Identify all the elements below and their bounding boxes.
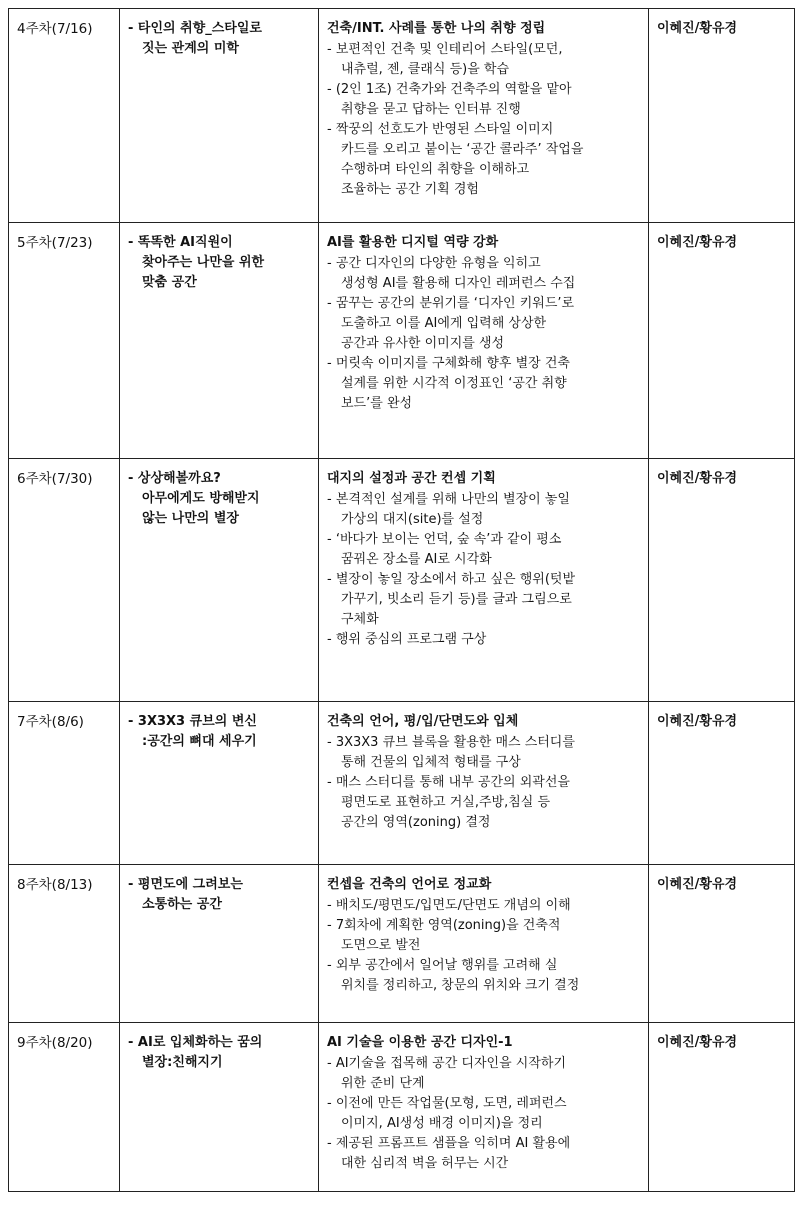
instructor-cell: 이혜진/황유경 — [649, 459, 795, 702]
content-line: 통해 건물의 입체적 형태를 구상 — [341, 755, 521, 770]
curriculum-sheet — [8, 8, 794, 1192]
week-cell: 8주차(8/13) — [9, 865, 120, 1023]
content-line: 가상의 대지(site)를 설정 — [341, 512, 484, 527]
content-line: 공간의 영역(zoning) 결정 — [341, 815, 491, 830]
content-line: - 3X3X3 큐브 블록을 활용한 매스 스터디를 — [327, 735, 575, 750]
topic-line: - 똑똑한 AI직원이 — [128, 235, 233, 250]
content-cell — [319, 702, 649, 865]
content-line: - 7회차에 계획한 영역(zoning)을 건축적 — [327, 918, 561, 933]
content-line: - 매스 스터디를 통해 내부 공간의 외곽선을 — [327, 775, 570, 790]
topic-line: 아무에게도 방해받지 — [142, 491, 260, 506]
content-line: 조율하는 공간 기획 경험 — [341, 182, 479, 197]
table-row — [9, 9, 795, 223]
content-line: - 별장이 놓일 장소에서 하고 싶은 행위(텃밭 — [327, 572, 576, 587]
week-cell: 6주차(7/30) — [9, 459, 120, 702]
topic-line: 짓는 관계의 미학 — [142, 41, 239, 56]
content-line: 위치를 정리하고, 창문의 위치와 크기 결정 — [341, 978, 580, 993]
content-line: - 본격적인 설계를 위해 나만의 별장이 놓일 — [327, 492, 570, 507]
content-cell — [319, 223, 649, 459]
topic-line: 소통하는 공간 — [142, 897, 222, 912]
content-line: 구체화 — [341, 612, 379, 627]
content-line: - 배치도/평면도/입면도/단면도 개념의 이해 — [327, 898, 571, 913]
content-cell — [319, 459, 649, 702]
topic-line: - 평면도에 그려보는 — [128, 877, 243, 892]
topic-line: 별장:친해지기 — [142, 1055, 223, 1070]
content-title: 대지의 설정과 공간 컨셉 기획 — [327, 471, 496, 486]
content-line: 가꾸기, 빗소리 듣기 등)를 글과 그림으로 — [341, 592, 572, 607]
topic-cell — [120, 1023, 319, 1192]
content-line: - ‘바다가 보이는 언덕, 숲 속’과 같이 평소 — [327, 532, 562, 547]
content-line: - 보편적인 건축 및 인테리어 스타일(모던, — [327, 42, 563, 57]
content-line: - 꿈꾸는 공간의 분위기를 ‘디자인 키워드’로 — [327, 296, 575, 311]
table-row — [9, 1023, 795, 1192]
content-line: 평면도로 표현하고 거실,주방,침실 등 — [341, 795, 551, 810]
topic-line: :공간의 뼈대 세우기 — [142, 734, 257, 749]
topic-line: - AI로 입체화하는 꿈의 — [128, 1035, 263, 1050]
curriculum-table — [8, 8, 795, 1192]
instructor-cell: 이혜진/황유경 — [649, 1023, 795, 1192]
content-line: 내츄럴, 젠, 클래식 등)을 학습 — [341, 62, 510, 77]
content-line: - 행위 중심의 프로그램 구상 — [327, 632, 487, 647]
topic-cell — [120, 223, 319, 459]
table-row — [9, 223, 795, 459]
table-row — [9, 702, 795, 865]
topic-line: 않는 나만의 별장 — [142, 511, 239, 526]
instructor-cell: 이혜진/황유경 — [649, 702, 795, 865]
content-line: 꿈꿔온 장소를 AI로 시각화 — [341, 552, 492, 567]
content-title: 컨셉을 건축의 언어로 정교화 — [327, 877, 492, 892]
content-cell — [319, 9, 649, 223]
content-line: - 외부 공간에서 일어날 행위를 고려해 실 — [327, 958, 558, 973]
content-line: - AI기술을 접목해 공간 디자인을 시작하기 — [327, 1056, 567, 1071]
instructor-cell: 이혜진/황유경 — [649, 865, 795, 1023]
content-line: 위한 준비 단계 — [341, 1076, 425, 1091]
week-cell: 7주차(8/6) — [9, 702, 120, 865]
topic-line: - 상상해볼까요? — [128, 471, 221, 486]
topic-line: - 3X3X3 큐브의 변신 — [128, 714, 257, 729]
topic-cell — [120, 459, 319, 702]
content-title: AI를 활용한 디지털 역량 강화 — [327, 235, 499, 250]
table-row — [9, 865, 795, 1023]
content-line: - 공간 디자인의 다양한 유형을 익히고 — [327, 256, 541, 271]
content-line: 대한 심리적 벽을 허무는 시간 — [341, 1156, 509, 1171]
content-cell — [319, 1023, 649, 1192]
topic-cell — [120, 865, 319, 1023]
content-line: 이미지, AI생성 배경 이미지)을 정리 — [341, 1116, 543, 1131]
content-line: - 머릿속 이미지를 구체화해 향후 별장 건축 — [327, 356, 570, 371]
topic-line: 찾아주는 나만을 위한 — [142, 255, 265, 270]
curriculum-table-body — [9, 9, 795, 1192]
content-line: 도출하고 이를 AI에게 입력해 상상한 — [341, 316, 547, 331]
content-line: - (2인 1조) 건축가와 건축주의 역할을 맡아 — [327, 82, 572, 97]
content-title: AI 기술을 이용한 공간 디자인-1 — [327, 1035, 513, 1050]
content-line: - 제공된 프롬프트 샘플을 익히며 AI 활용에 — [327, 1136, 571, 1151]
content-line: 수행하며 타인의 취향을 이해하고 — [341, 162, 530, 177]
content-title: 건축/INT. 사례를 통한 나의 취향 정립 — [327, 21, 546, 36]
week-cell: 4주차(7/16) — [9, 9, 120, 223]
content-line: 생성형 AI를 활용해 디자인 레퍼런스 수집 — [341, 276, 576, 291]
content-line: - 이전에 만든 작업물(모형, 도면, 레퍼런스 — [327, 1096, 567, 1111]
topic-line: - 타인의 취향_스타일로 — [128, 21, 262, 36]
topic-cell — [120, 702, 319, 865]
content-line: 공간과 유사한 이미지를 생성 — [341, 336, 505, 351]
instructor-cell: 이혜진/황유경 — [649, 9, 795, 223]
content-line: 설계를 위한 시각적 이정표인 ‘공간 취향 — [341, 376, 567, 391]
content-cell — [319, 865, 649, 1023]
content-line: 카드를 오리고 붙이는 ‘공간 콜라주’ 작업을 — [341, 142, 584, 157]
content-line: 취향을 묻고 답하는 인터뷰 진행 — [341, 102, 521, 117]
content-line: 보드’를 완성 — [341, 396, 413, 411]
content-title: 건축의 언어, 평/입/단면도와 입체 — [327, 714, 519, 729]
week-cell: 9주차(8/20) — [9, 1023, 120, 1192]
instructor-cell: 이혜진/황유경 — [649, 223, 795, 459]
topic-line: 맞춤 공간 — [142, 275, 197, 290]
content-line: 도면으로 발전 — [341, 938, 421, 953]
topic-cell — [120, 9, 319, 223]
week-cell: 5주차(7/23) — [9, 223, 120, 459]
table-row — [9, 459, 795, 702]
content-line: - 짝꿍의 선호도가 반영된 스타일 이미지 — [327, 122, 554, 137]
